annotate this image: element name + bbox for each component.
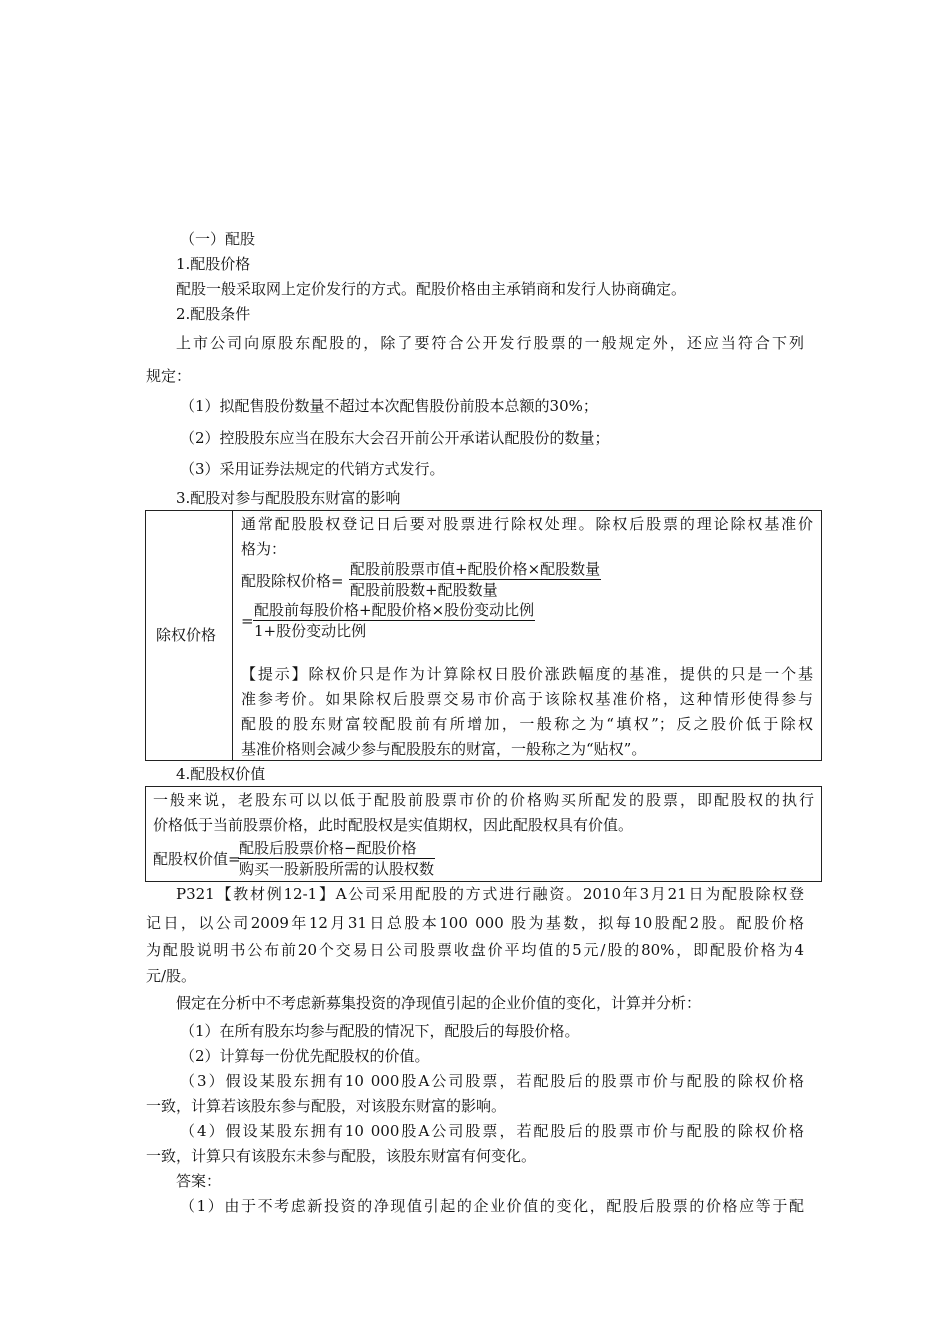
question-3-line-1: （3）假设某股东拥有10 000股A公司股票，若配股后的股票市价与配股的除权价格 [180, 1072, 804, 1090]
table-intro-line-2: 格为： [241, 540, 287, 558]
formula-1-fraction [349, 559, 601, 600]
rights-formula-numerator: 配股后股票价格−配股价格 [238, 838, 435, 859]
formula-2-lhs: = [241, 612, 254, 630]
question-3-line-2: 一致，计算若该股东参与配股，对该股东财富的影响。 [146, 1097, 507, 1115]
table-divider [232, 510, 233, 761]
condition-2: （2）控股股东应当在股东大会召开前公开承诺认配股份的数量； [180, 429, 610, 447]
question-2: （2）计算每一份优先配股权的价值。 [180, 1047, 430, 1065]
rights-formula-fraction [238, 838, 435, 879]
formula-1-numerator: 配股前股票市值+配股价格×配股数量 [350, 560, 601, 578]
formula-2-denominator: 1+股份变动比例 [254, 622, 367, 640]
tip-line-4: 基准价格则会减少参与配股股东的财富，一般称之为“贴权”。 [241, 740, 647, 758]
section-heading: （一）配股 [180, 230, 256, 248]
paragraph-2-line-1: 上市公司向原股东配股的，除了要符合公开发行股票的一般规定外，还应当符合下列 [176, 334, 804, 352]
answer-label: 答案： [176, 1172, 222, 1190]
formula-2-fraction [253, 600, 535, 641]
subsection-title-2: 2.配股条件 [176, 305, 251, 323]
question-1: （1）在所有股东均参与配股的情况下，配股后的每股价格。 [180, 1022, 580, 1040]
answer-1-line-1: （1）由于不考虑新投资的净现值引起的企业价值的变化，配股后股票的价格应等于配 [180, 1197, 804, 1215]
formula-1-lhs: 配股除权价格= [241, 572, 344, 590]
condition-1: （1）拟配售股份数量不超过本次配售股份前股本总额的30%； [180, 397, 598, 415]
subsection-title-4: 4.配股权价值 [176, 765, 266, 783]
subsection-title-1: 1.配股价格 [176, 255, 251, 273]
condition-3: （3）采用证券法规定的代销方式发行。 [180, 460, 445, 478]
formula-2-numerator: 配股前每股价格+配股价格×股份变动比例 [254, 601, 535, 619]
rights-value-line-1: 一般来说，老股东可以以低于配股前股票市价的价格购买所配发的股票，即配股权的执行 [153, 791, 814, 809]
example-line-3: 为配股说明书公布前20个交易日公司股票收盘价平均值的5元/股的80%，即配股价格为4 [146, 941, 804, 959]
example-assumption: 假定在分析中不考虑新募集投资的净现值引起的企业价值的变化，计算并分析： [176, 994, 702, 1012]
table-intro-line-1: 通常配股股权登记日后要对股票进行除权处理。除权后股票的理论除权基准价 [241, 515, 813, 533]
tip-line-1: 【提示】除权价只是作为计算除权日股价涨跌幅度的基准，提供的只是一个基 [241, 665, 813, 683]
question-4-line-1: （4）假设某股东拥有10 000股A公司股票，若配股后的股票市价与配股的除权价格 [180, 1122, 804, 1140]
example-line-2: 记日，以公司2009年12月31日总股本100 000 股为基数，拟每10股配2股。配股价格 [146, 914, 804, 932]
rights-formula-denominator: 购买一股新股所需的认股权数 [239, 860, 435, 878]
tip-line-2: 准参考价。如果除权后股票交易市价高于该除权基准价格，这种情形使得参与 [241, 690, 813, 708]
example-line-4: 元/股。 [146, 967, 197, 985]
table-row-label: 除权价格 [156, 626, 217, 644]
paragraph-2-line-2: 规定： [146, 367, 192, 385]
question-4-line-2: 一致，计算只有该股东未参与配股，该股东财富有何变化。 [146, 1147, 537, 1165]
example-line-1: P321【教材例12-1】A公司采用配股的方式进行融资。2010年3月21日为配股除权登 [176, 885, 804, 903]
formula-1-denominator: 配股前股数+配股数量 [350, 581, 498, 599]
rights-value-line-2: 价格低于当前股票价格，此时配股权是实值期权，因此配股权具有价值。 [153, 816, 634, 834]
rights-formula-lhs: 配股权价值= [153, 850, 241, 868]
tip-line-3: 配股的股东财富较配股前有所增加，一般称之为“填权”；反之股价低于除权 [241, 715, 813, 733]
paragraph-1: 配股一般采取网上定价发行的方式。配股价格由主承销商和发行人协商确定。 [176, 280, 687, 298]
subsection-title-3: 3.配股对参与配股股东财富的影响 [176, 489, 401, 507]
